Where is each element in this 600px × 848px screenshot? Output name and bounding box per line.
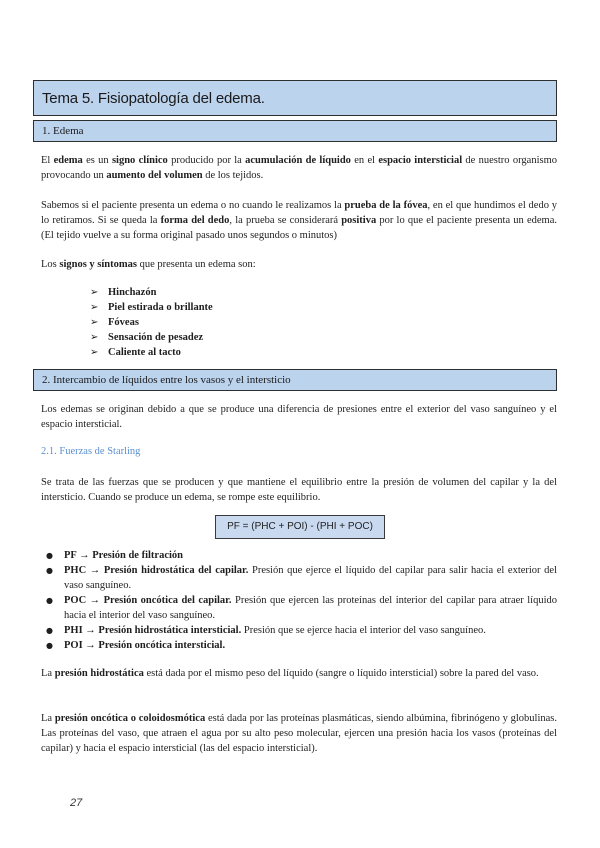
text-run: Presión que ejerce el líquido del capilar para salir hacia el exterior del vaso sanguíneo. bbox=[64, 565, 557, 591]
text-run: está dada por las proteínas plasmáticas, siendo albúmina, fibrinógeno y globulinas. Las proteínas del vaso, que atraen el agua por su alto peso molecular, ejercen una presión hacia los vasos (proteínas del capilar) y hacia el espacio intersticial (las del espacio intersticial). bbox=[41, 713, 558, 754]
bold-text: forma del dedo bbox=[160, 215, 230, 226]
arrow-bullet-icon: ➢ bbox=[90, 332, 99, 343]
paragraph-hydrostatic-pressure bbox=[41, 666, 557, 681]
symptom-label: Piel estirada o brillante bbox=[108, 302, 213, 313]
bold-text: presión hidrostática bbox=[54, 668, 144, 679]
bold-text: positiva bbox=[341, 215, 377, 226]
bold-text: POI → Presión oncótica intersticial. bbox=[64, 640, 226, 651]
pressure-definitions-list bbox=[44, 548, 557, 653]
pressure-item bbox=[44, 638, 557, 653]
bold-text: POC → Presión oncótica del capilar. bbox=[64, 595, 232, 606]
bold-text: espacio intersticial bbox=[378, 155, 463, 166]
text-run: por lo que el paciente presenta un edema. (El tejido vuelve a su forma original pasado unos segundos o minutos) bbox=[41, 215, 557, 241]
bullet-dot-icon: ● bbox=[46, 566, 53, 575]
pressure-item bbox=[44, 548, 557, 563]
subheading-starling-forces: 2.1. Fuerzas de Starling bbox=[41, 446, 141, 457]
symptom-label: Caliente al tacto bbox=[108, 347, 181, 358]
text-run: está dada por el mismo peso del líquido (sangre o líquido intersticial) sobre la pared del vaso. bbox=[143, 668, 539, 679]
text-run: Se trata de las fuerzas que se producen y que mantiene el equilibrio entre la presión de volumen del capilar y la del intersticio. Cuando se produce un edema, se rompe este equilibrio. bbox=[41, 477, 557, 503]
paragraph-fovea-test bbox=[41, 198, 557, 243]
pressure-item bbox=[44, 593, 557, 623]
bold-text: signo clínico bbox=[111, 155, 168, 166]
symptom-label: Sensación de pesadez bbox=[108, 332, 204, 343]
arrow-bullet-icon: ➢ bbox=[90, 287, 99, 298]
bold-text: PHI → Presión hidrostática intersticial. bbox=[64, 625, 242, 636]
bold-text: presión oncótica o coloidosmótica bbox=[54, 713, 206, 724]
bullet-dot-icon: ● bbox=[46, 641, 53, 650]
text-run: Los edemas se originan debido a que se produce una diferencia de presiones entre el exterior del vaso sanguíneo y el espacio intersticial. bbox=[41, 404, 557, 430]
bold-text: PF → Presión de filtración bbox=[64, 550, 183, 561]
pressure-item-text bbox=[64, 595, 557, 621]
arrow-bullet-icon: ➢ bbox=[90, 347, 99, 358]
text-run: de nuestro organismo provocando un bbox=[41, 155, 557, 181]
text-run: de los tejidos. bbox=[202, 170, 264, 181]
text-run: El bbox=[41, 155, 54, 166]
symptom-item bbox=[90, 345, 213, 360]
text-run: , la prueba se considerará bbox=[229, 215, 342, 226]
text-run: en el bbox=[350, 155, 379, 166]
symptoms-list bbox=[90, 285, 213, 360]
section-heading-fluid-exchange: 2. Intercambio de líquidos entre los vasos y el intersticio bbox=[33, 369, 557, 391]
section-heading-edema: 1. Edema bbox=[33, 120, 557, 142]
paragraph-edema-definition bbox=[41, 153, 557, 183]
bold-text: edema bbox=[53, 155, 83, 166]
paragraph-edema-origin bbox=[41, 402, 557, 432]
text-run: , en el que hundimos el dedo y lo retiramos. Si se queda la bbox=[41, 200, 557, 226]
bold-text: PHC → Presión hidrostática del capilar. bbox=[64, 565, 249, 576]
symptom-item bbox=[90, 315, 213, 330]
bold-text: signos y síntomas bbox=[59, 259, 137, 270]
pressure-item-text bbox=[64, 640, 225, 651]
symptom-label: Hinchazón bbox=[108, 287, 157, 298]
bold-text: prueba de la fóvea bbox=[344, 200, 428, 211]
text-run: La bbox=[41, 668, 55, 679]
pressure-item-text bbox=[64, 565, 557, 591]
page-number: 27 bbox=[70, 797, 83, 809]
symptom-item bbox=[90, 330, 213, 345]
symptom-label: Fóveas bbox=[108, 317, 139, 328]
arrow-bullet-icon: ➢ bbox=[90, 302, 99, 313]
paragraph-oncotic-pressure bbox=[41, 711, 557, 756]
page-title: Tema 5. Fisiopatología del edema. bbox=[33, 80, 557, 116]
paragraph-symptoms-intro bbox=[41, 257, 557, 272]
bullet-dot-icon: ● bbox=[46, 551, 53, 560]
paragraph-starling-definition bbox=[41, 475, 557, 505]
text-run: que presenta un edema son: bbox=[136, 259, 256, 270]
text-run: Presión que se ejerce hacia el interior del vaso sanguíneo. bbox=[241, 625, 486, 636]
symptom-item bbox=[90, 300, 213, 315]
bold-text: aumento del volumen bbox=[106, 170, 203, 181]
symptom-item bbox=[90, 285, 213, 300]
text-run: Sabemos si el paciente presenta un edema o no cuando le realizamos la bbox=[41, 200, 345, 211]
filtration-formula: PF = (PHC + POI) - (PHI + POC) bbox=[215, 515, 385, 539]
text-run: La bbox=[41, 713, 55, 724]
arrow-bullet-icon: ➢ bbox=[90, 317, 99, 328]
bullet-dot-icon: ● bbox=[46, 626, 53, 635]
text-run: Los bbox=[41, 259, 60, 270]
text-run: producido por la bbox=[167, 155, 246, 166]
pressure-item bbox=[44, 623, 557, 638]
bullet-dot-icon: ● bbox=[46, 596, 53, 605]
pressure-item-text bbox=[64, 625, 486, 636]
pressure-item bbox=[44, 563, 557, 593]
bold-text: acumulación de líquido bbox=[245, 155, 351, 166]
pressure-item-text bbox=[64, 550, 183, 561]
text-run: es un bbox=[82, 155, 112, 166]
text-run: Presión que ejercen las proteínas del interior del capilar para atraer líquido hacia el interior del vaso sanguíneo. bbox=[64, 595, 558, 621]
